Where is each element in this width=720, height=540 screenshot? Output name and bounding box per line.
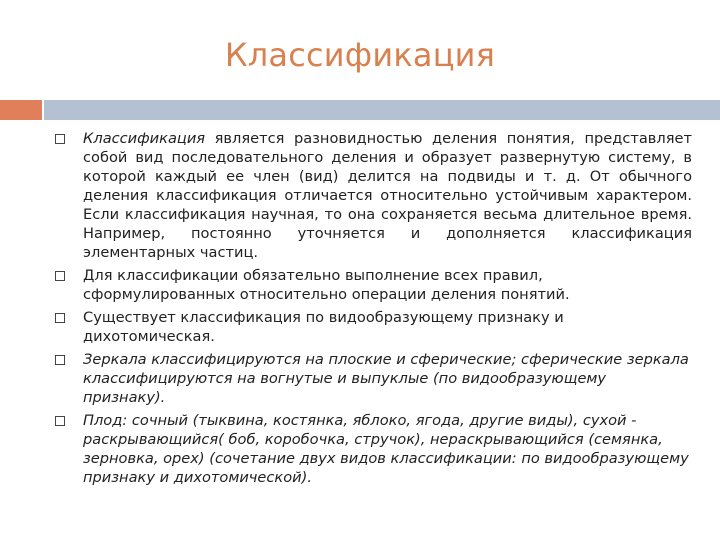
- bullet-text: является разновидностью деления понятия, представляет собой вид последовательного деления и образует развернутую систему, в которой каждый ее член (вид) делится на подвиды и т. д. От обычного деления классификация отличается относительно устойчивым характером. Если классификация научная, то она сохраняется весьма длительное время. Например, постоянно уточняется и дополняется классификация элементарных частиц.: [83, 130, 692, 261]
- bullet-item-rules: [52, 266, 692, 304]
- bullet-item-types: [52, 308, 692, 346]
- bullet-text: Зеркала классифицируются на плоские и сферические; сферические зеркала классифицируются на вогнутые и выпуклые (по видообразующему признаку).: [83, 351, 689, 406]
- bullet-item-definition: [52, 129, 692, 262]
- hollow-square-bullet-icon: [55, 271, 65, 281]
- slide-title: Классификация: [224, 36, 496, 74]
- hollow-square-bullet-icon: [55, 134, 65, 144]
- bullet-text: Существует классификация по видообразующему признаку и дихотомическая.: [83, 309, 564, 345]
- bullet-item-mirrors: [52, 350, 692, 407]
- bullet-lead-term: Классификация: [83, 130, 206, 147]
- hollow-square-bullet-icon: [55, 313, 65, 323]
- hollow-square-bullet-icon: [55, 416, 65, 426]
- bullet-text: Для классификации обязательно выполнение всех правил, сформулированных относительно операции деления понятий.: [83, 267, 570, 303]
- bullet-list: [52, 129, 692, 491]
- title-divider-bar: [44, 100, 720, 120]
- hollow-square-bullet-icon: [55, 355, 65, 365]
- title-accent-bar: [0, 100, 42, 120]
- bullet-text: Плод: сочный (тыквина, костянка, яблоко, ягода, другие виды), сухой - раскрывающийся( боб, коробочка, стручок), нераскрывающийся (семянка, зерновка, орех) (сочетание двух видов классификации: по видообразующему признаку и дихотомической).: [83, 412, 689, 486]
- bullet-item-fruit: [52, 411, 692, 487]
